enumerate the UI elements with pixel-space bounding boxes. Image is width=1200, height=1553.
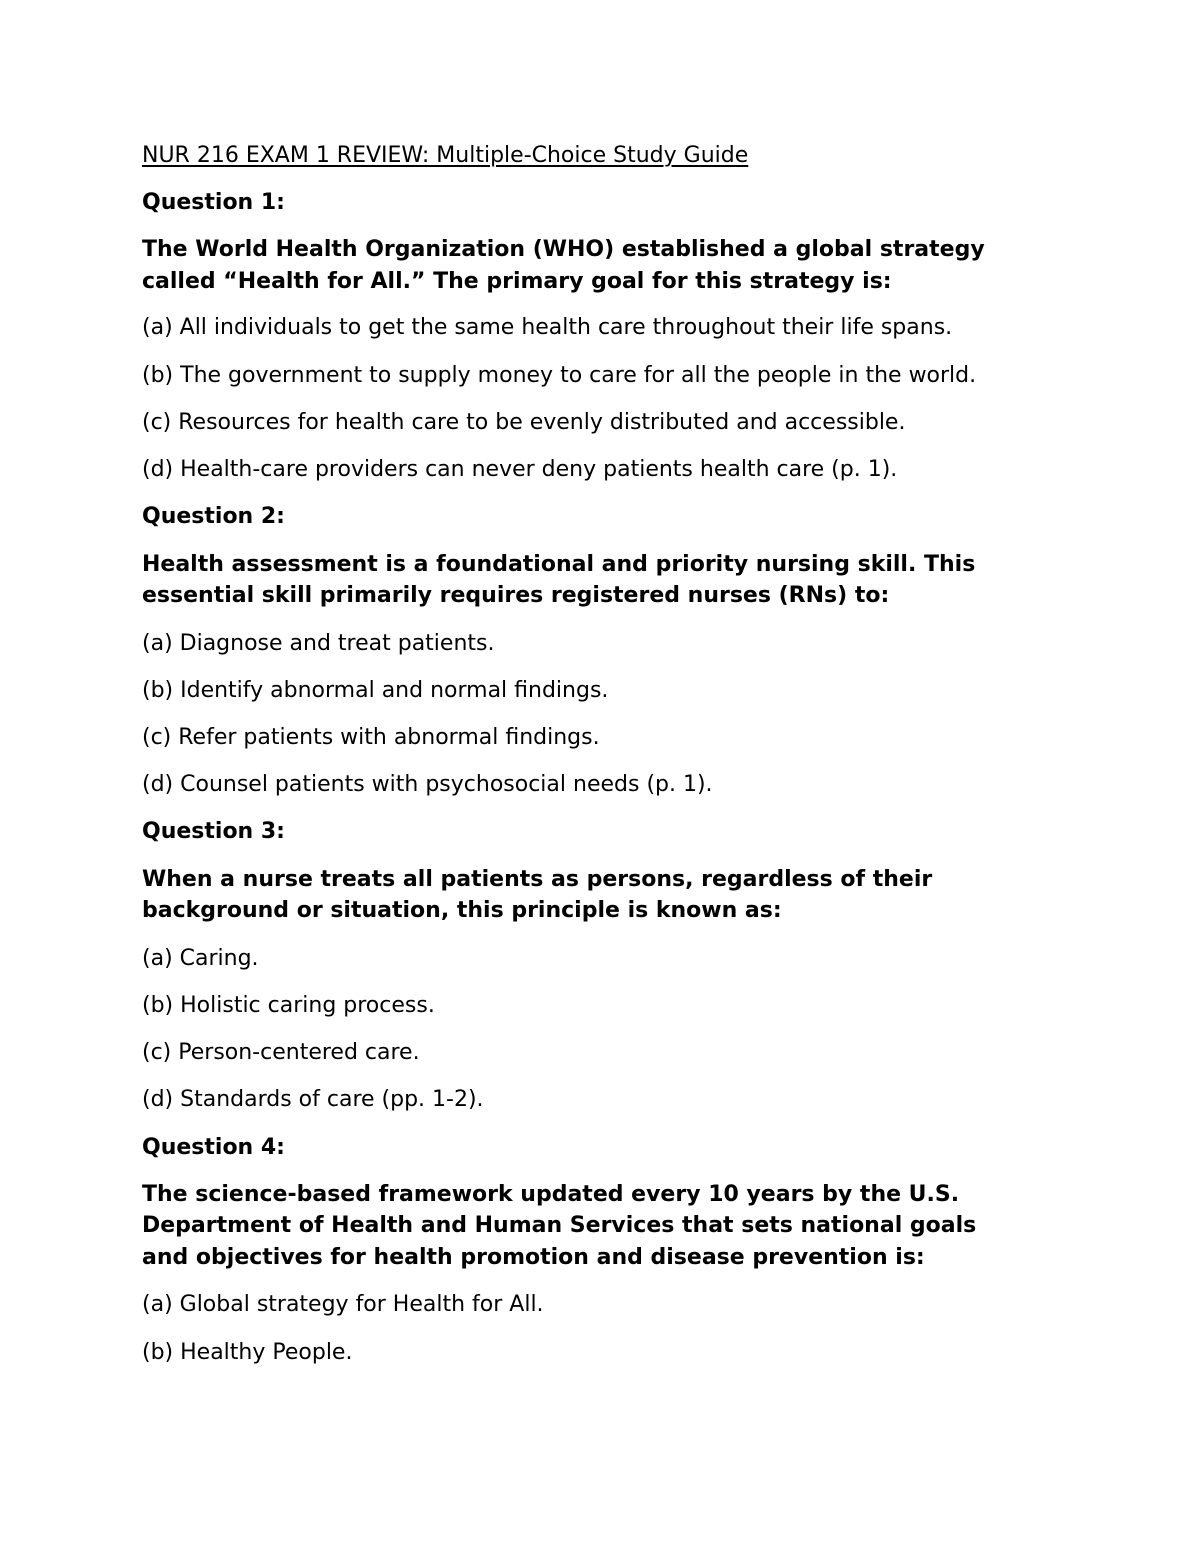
question-2-stem-line-2: essential skill primarily requires registered nurses (RNs) to:	[142, 583, 890, 608]
question-3-option-a: (a) Caring.	[142, 946, 259, 971]
question-2-option-d: (d) Counsel patients with psychosocial needs (p. 1).	[142, 772, 713, 797]
question-2-option-c: (c) Refer patients with abnormal findings.	[142, 725, 600, 750]
question-4-stem-line-3: and objectives for health promotion and disease prevention is:	[142, 1245, 925, 1270]
question-1-option-a: (a) All individuals to get the same health care throughout their life spans.	[142, 315, 953, 340]
question-3-heading: Question 3:	[142, 819, 285, 844]
question-1-heading: Question 1:	[142, 190, 285, 215]
question-3-option-b: (b) Holistic caring process.	[142, 993, 435, 1018]
document-title: NUR 216 EXAM 1 REVIEW: Multiple-Choice Study Guide	[142, 143, 749, 168]
question-4-heading: Question 4:	[142, 1135, 285, 1160]
question-1-option-b: (b) The government to supply money to care for all the people in the world.	[142, 363, 977, 388]
question-2-option-b: (b) Identify abnormal and normal findings.	[142, 678, 609, 703]
question-1-stem-line-2: called “Health for All.” The primary goal for this strategy is:	[142, 269, 892, 294]
question-4-option-b: (b) Healthy People.	[142, 1340, 353, 1365]
question-1-option-d: (d) Health-care providers can never deny patients health care (p. 1).	[142, 457, 898, 482]
question-1-stem-line-1: The World Health Organization (WHO) established a global strategy	[142, 237, 985, 262]
question-4-stem-line-2: Department of Health and Human Services that sets national goals	[142, 1213, 977, 1238]
question-2-stem-line-1: Health assessment is a foundational and priority nursing skill. This	[142, 552, 976, 577]
question-3-option-c: (c) Person-centered care.	[142, 1040, 420, 1065]
question-3-stem-line-2: background or situation, this principle is known as:	[142, 898, 782, 923]
question-3-option-d: (d) Standards of care (pp. 1-2).	[142, 1087, 484, 1112]
question-2-option-a: (a) Diagnose and treat patients.	[142, 631, 495, 656]
question-4-stem-line-1: The science-based framework updated every 10 years by the U.S.	[142, 1182, 960, 1207]
question-1-option-c: (c) Resources for health care to be evenly distributed and accessible.	[142, 410, 906, 435]
question-4-option-a: (a) Global strategy for Health for All.	[142, 1292, 544, 1317]
question-2-heading: Question 2:	[142, 504, 285, 529]
question-3-stem-line-1: When a nurse treats all patients as persons, regardless of their	[142, 867, 933, 892]
